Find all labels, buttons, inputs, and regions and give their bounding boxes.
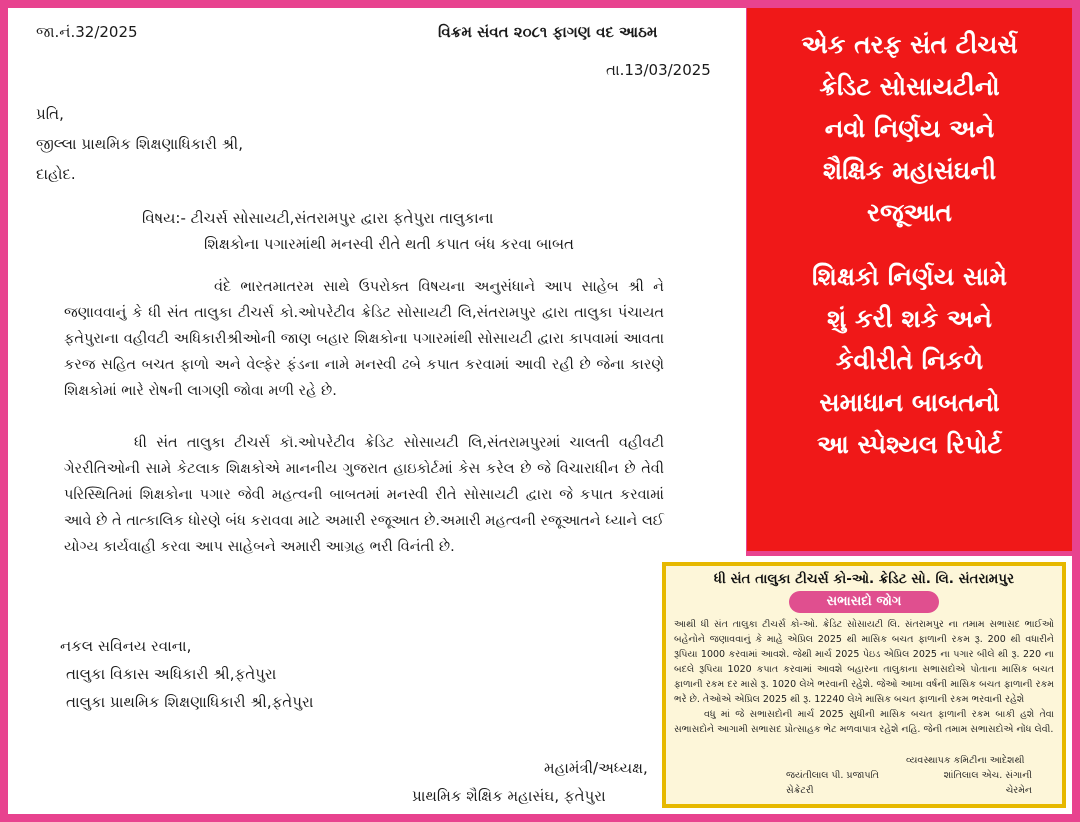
body-paragraph-1: વંદે ભારતમાતરમ સાથે ઉપરોક્ત વિષયના અનુસંધાને આપ સાહેબ શ્રી ને જણાવવાનું કે ધી સંત તાલુકા ટીચર્સ કો.ઓપરેટીવ ક્રેડિટ સોસાયટી લિ,સંતરામપુર દ્વારા તાલુકા પંચાયત ફતેપુરાના વહીવટી અધિકારીશ્રીઓની જાણ બહાર શિક્ષકોના પગારમાંથી સોસાયટી દ્વારા કાપવામાં આવતા કરજ સહિત બચત ફાળો અને વેલ્ફેર ફંડના નામે મનસ્વી ઢબે કપાત કરવામાં આવી રહી છે જેના કારણે શિક્ષકોમાં ભારે રોષની લાગણી જોવા મળી રહે છે. xyxy=(64,279,664,399)
copy-recipient-2: તાલુકા પ્રાથમિક શિક્ષણાધિકારી શ્રી,ફતેપુરા xyxy=(66,693,314,711)
notice-sign-names xyxy=(666,768,1062,783)
headline-banner xyxy=(747,8,1072,551)
banner-line: રજૂઆત xyxy=(867,198,952,227)
signatory-chairman-name: શાંતિલાલ એચ. સંગાની xyxy=(943,770,1032,781)
banner-spacer xyxy=(747,234,1072,256)
notice-badge: સભાસદો જોગ xyxy=(789,591,939,613)
recipient-name: જીલ્લા પ્રાથમિક શિક્ષણાધિકારી શ્રી, xyxy=(36,135,243,153)
notice-body: આથી ધી સંત તાલુકા ટીચર્સ કો-ઓ. ક્રેડિટ સોસાયટી લિ. સંતરામપુર ના તમામ સભાસદ ભાઈઓ બહેનોને જણાવવાનું કે માહે એપ્રિલ 2025 થી માસિક બચત ફાળાની રકમ રૂ. 200 થી વધારીને રૂપિયા 1000 કરવામાં આવશે. જેથી માર્ચ 2025 પેઇડ એપ્રિલ 2025 ના પગાર બીલે થી રૂ. 220 ના બદલે રૂપિયા 1020 કપાત કરવામાં આવશે બહારના તાલુકાના સભાસદોએ પોતાના માસિક બચત ફાળાની રકમ દર માસે રૂ. 1020 લેખે ભરવાની રહેશે. જેઓ આખા વર્ષની માસિક બચત ફાળાની રકમ ભરે છે. તેઓએ એપ્રિલ 2025 થી રૂ. 12240 લેખે માસિક બચત ફાળાની રકમ ભરવાની રહેશે xyxy=(674,619,1054,705)
banner-line: એક તરફ સંત ટીચર્સ xyxy=(801,30,1018,59)
subject-line-2: શિક્ષકોના પગારમાંથી મનસ્વી રીતે થતી કપાત બંધ કરવા બાબત xyxy=(204,235,574,253)
notice-signatures xyxy=(666,753,1062,798)
banner-line: ક્રેડિટ સોસાયટીનો xyxy=(819,72,1000,101)
banner-line: આ સ્પેશ્યલ રિપોર્ટ xyxy=(817,430,1002,459)
banner-line: શું કરી શકે અને xyxy=(826,304,993,333)
banner-line: શૈક્ષિક મહાસંઘની xyxy=(822,156,997,185)
signatory-secretary-name: જયંતીલાલ પી. પ્રજાપતિ xyxy=(786,770,879,781)
notice-frame xyxy=(662,562,1066,808)
society-notice-card xyxy=(656,556,1072,814)
notice-sign-roles xyxy=(666,783,1062,798)
letter-page xyxy=(8,8,746,814)
signatory-chairman-role: ચેરમેન xyxy=(1005,785,1032,796)
banner-line: સમાધાન બાબતનો xyxy=(819,388,1000,417)
signatory-secretary-role: સેક્રેટરી xyxy=(786,785,814,796)
copy-label: નકલ સવિનય રવાના, xyxy=(60,637,192,655)
banner-line: શિક્ષકો નિર્ણય સામે xyxy=(812,262,1007,291)
notice-title: ધી સંત તાલુકા ટીચર્સ કો-ઓ. ક્રેડિટ સો. લિ. સંતરામપુર xyxy=(713,571,1015,587)
reference-number: જા.નં.32/2025 xyxy=(36,23,138,41)
banner-line: કેવીરીતે નિકળે xyxy=(835,346,984,375)
signatory-organization: પ્રાથમિક શૈક્ષિક મહાસંઘ, ફતેપુરા xyxy=(412,787,606,805)
recipient-label: પ્રતિ, xyxy=(36,105,64,123)
notice-sign-head: વ્યવસ્થાપક કમિટીના આદેશથી xyxy=(906,755,1025,766)
copy-recipient-1: તાલુકા વિકાસ અધિકારી શ્રી,ફતેપુરા xyxy=(66,665,277,683)
notice-body-2: વધુ માં જે સભાસદોની માર્ચ 2025 સુધીની માસિક બચત ફાળાની રકમ બાકી હશે તેવા સભાસદોને આગામી સભાસદ પ્રોત્સાહક ભેટ મળવાપાત્ર રહેશે નહિ. જેની તમામ સભાસદોએ નોંધ લેવી. xyxy=(674,709,1054,735)
samvat-date: વિક્રમ સંવત ૨૦૮૧ ફાગણ વદ આઠમ xyxy=(438,23,658,41)
subject-line-1: વિષય:- ટીચર્સ સોસાયટી,સંતરામપુર દ્વારા ફતેપુરા તાલુકાના xyxy=(142,209,494,227)
letter-date: તા.13/03/2025 xyxy=(606,61,711,79)
recipient-place: દાહોદ. xyxy=(36,165,76,183)
body-paragraph-2: ધી સંત તાલુકા ટીચર્સ કૉ.ઓપરેટીવ ક્રેડિટ સોસાયટી લિ,સંતરામપુરમાં ચાલતી વહીવટી ગેરરીતિઓની સામે કેટલાક શિક્ષકોએ માનનીય ગુજરાત હાઇકોર્ટમાં કેસ કરેલ છે જે વિચારાધીન છે તેવી પરિસ્થિતિમાં શિક્ષકોના પગાર જેવી મહત્વની બાબતમાં મનસ્વી રીતે સોસાયટી દ્વારા જે કપાત કરવામાં આવે છે તે તાત્કાલિક ધોરણે બંધ કરાવવા માટે અમારી રજૂઆત છે.અમારી મહત્વની રજૂઆતને ધ્યાને લઈ યોગ્ય કાર્યવાહી કરવા આપ સાહેબને અમારી આગ્રહ ભરી વિનંતી છે. xyxy=(64,435,664,555)
banner-line: નવો નિર્ણય અને xyxy=(824,114,995,143)
signatory-title: મહામંત્રી/અધ્યક્ષ, xyxy=(544,759,648,777)
